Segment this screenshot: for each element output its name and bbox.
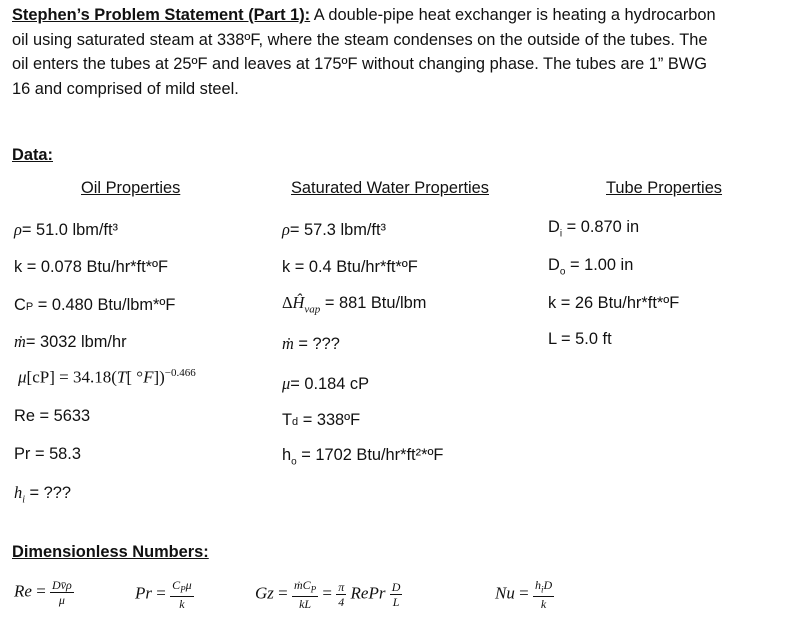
data-heading: Data:	[12, 146, 53, 164]
problem-line-4: 16 and comprised of mild steel.	[12, 79, 239, 98]
oil-heat-capacity: CP = 0.480 Btu/lbm*ºF	[14, 296, 176, 314]
oil-properties-heading: Oil Properties	[81, 179, 181, 197]
water-conductivity: k = 0.4 Btu/hr*ft*ºF	[282, 258, 418, 276]
graetz-formula: Gz = $\frac{ṁC_P}{kL}$ = $\frac{\pi}{4}$ RePr $\frac{D}{L}$	[255, 578, 401, 612]
oil-conductivity: k = 0.078 Btu/hr*ft*ºF	[14, 258, 169, 276]
problem-line-3: oil enters the tubes at 25ºF and leaves at 175ºF without changing phase. The tubes are 1” BWG	[12, 55, 708, 74]
nusselt-formula: Nu = $\frac{h_iD}{k}$	[495, 578, 553, 612]
oil-mass-flow: ṁ= 3032 lbm/hr	[14, 332, 127, 351]
oil-prandtl: Pr = 58.3	[14, 445, 81, 463]
water-outer-coefficient: $h_o = 1702$ Btu/hr*ft²*ºF	[282, 446, 444, 468]
water-viscosity: μ= 0.184 cP	[282, 374, 370, 393]
water-temperature: Td = 338ºF	[282, 411, 361, 429]
reynolds-formula: Re = $\frac{Dv̄\rho}{\mu}$	[14, 578, 72, 607]
water-density: ρ= 57.3 lbm/ft³	[282, 220, 386, 239]
tube-inner-diameter: $D_i = 0.870$ in	[548, 218, 640, 240]
problem-heading: Stephen’s Problem Statement (Part 1):	[12, 6, 311, 24]
problem-statement	[12, 3, 802, 101]
problem-line-2: oil using saturated steam at 338ºF, where the steam condenses on the outside of the tubes. The	[12, 30, 708, 49]
water-mass-flow: ṁ = ???	[282, 334, 340, 353]
tube-length: L = 5.0 ft	[548, 330, 612, 348]
oil-viscosity-correlation: μ[cP] = 34.18(T[ °F])$^{-0.466}$	[18, 367, 196, 387]
prandtl-formula: Pr = $\frac{C_P\mu}{k}$	[135, 578, 192, 612]
oil-inner-coefficient: $h_i$ = ???	[14, 483, 72, 506]
problem-line-1: A double-pipe heat exchanger is heating a hydrocarbon	[310, 6, 716, 24]
oil-reynolds: Re = 5633	[14, 407, 91, 425]
tube-outer-diameter: $D_o = 1.00$ in	[548, 256, 634, 278]
water-vaporization-enthalpy: $\Delta Ĥ_{vap} = 881$ Btu/lbm	[282, 293, 427, 316]
dimensionless-heading: Dimensionless Numbers:	[12, 543, 209, 561]
tube-conductivity: k = 26 Btu/hr*ft*ºF	[548, 294, 680, 312]
water-properties-heading: Saturated Water Properties	[291, 179, 489, 197]
tube-properties-heading: Tube Properties	[606, 179, 723, 197]
oil-density: ρ= 51.0 lbm/ft³	[14, 220, 118, 239]
